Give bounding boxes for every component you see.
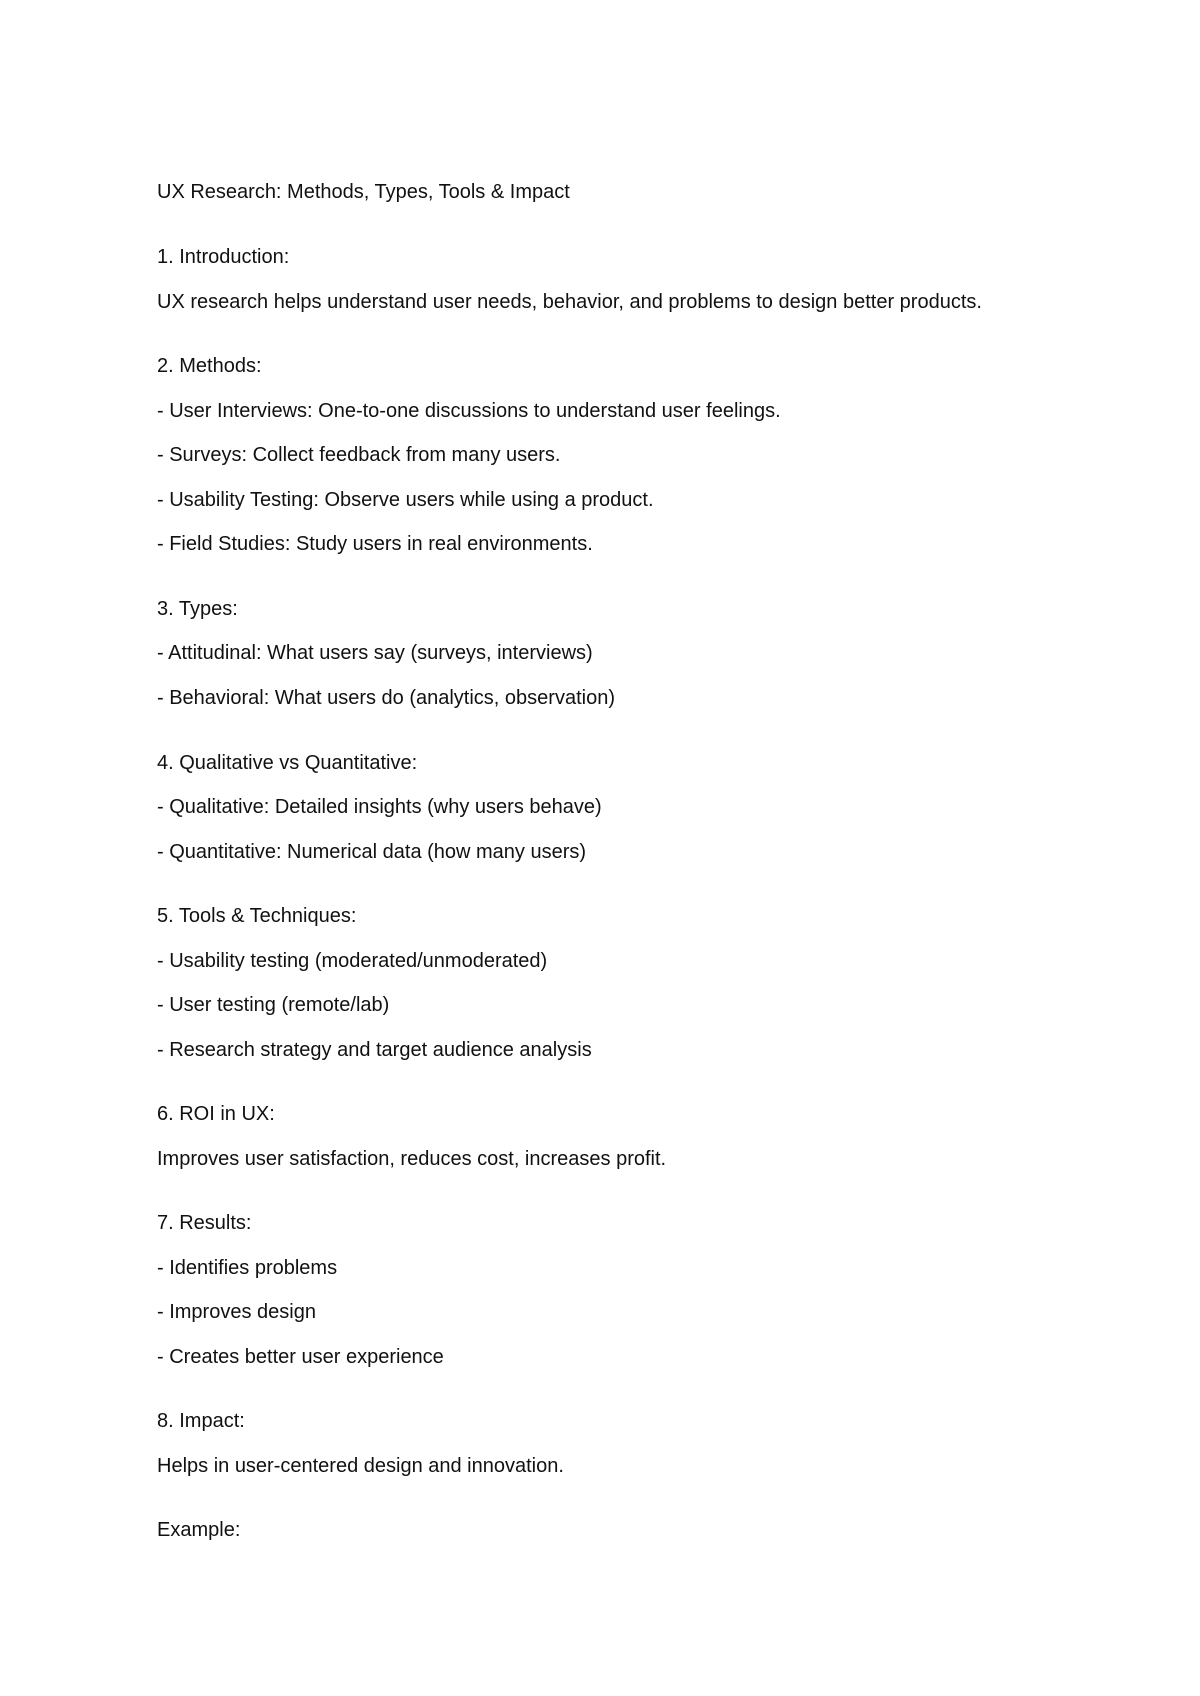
list-item-types-2: - Behavioral: What users do (analytics, observation)	[157, 687, 615, 709]
section-heading-qual-quant: 4. Qualitative vs Quantitative:	[157, 752, 418, 774]
impact-text: Helps in user-centered design and innovation.	[157, 1455, 564, 1477]
list-item-tools-1: - Usability testing (moderated/unmoderated)	[157, 950, 548, 972]
list-item-methods-4: - Field Studies: Study users in real environments.	[157, 533, 593, 555]
list-item-results-2: - Improves design	[157, 1301, 316, 1323]
list-item-tools-3: - Research strategy and target audience analysis	[157, 1039, 592, 1061]
section-heading-methods: 2. Methods:	[157, 355, 262, 377]
section-heading-impact: 8. Impact:	[157, 1410, 245, 1432]
list-item-methods-1: - User Interviews: One-to-one discussions to understand user feelings.	[157, 400, 781, 422]
list-item-results-1: - Identifies problems	[157, 1257, 338, 1279]
list-item-tools-2: - User testing (remote/lab)	[157, 994, 390, 1016]
roi-text: Improves user satisfaction, reduces cost, increases profit.	[157, 1148, 667, 1170]
section-heading-results: 7. Results:	[157, 1212, 252, 1234]
list-item-types-1: - Attitudinal: What users say (surveys, interviews)	[157, 642, 593, 664]
section-heading-introduction: 1. Introduction:	[157, 246, 290, 268]
section-heading-types: 3. Types:	[157, 598, 238, 620]
introduction-text: UX research helps understand user needs, behavior, and problems to design better products.	[157, 291, 982, 313]
list-item-methods-3: - Usability Testing: Observe users while using a product.	[157, 489, 654, 511]
document-title: UX Research: Methods, Types, Tools & Impact	[157, 181, 570, 203]
list-item-methods-2: - Surveys: Collect feedback from many users.	[157, 444, 561, 466]
list-item-qual-quant-1: - Qualitative: Detailed insights (why users behave)	[157, 796, 602, 818]
section-heading-example: Example:	[157, 1519, 241, 1541]
section-heading-roi: 6. ROI in UX:	[157, 1103, 275, 1125]
section-heading-tools: 5. Tools & Techniques:	[157, 905, 357, 927]
list-item-results-3: - Creates better user experience	[157, 1346, 444, 1368]
list-item-qual-quant-2: - Quantitative: Numerical data (how many users)	[157, 841, 587, 863]
